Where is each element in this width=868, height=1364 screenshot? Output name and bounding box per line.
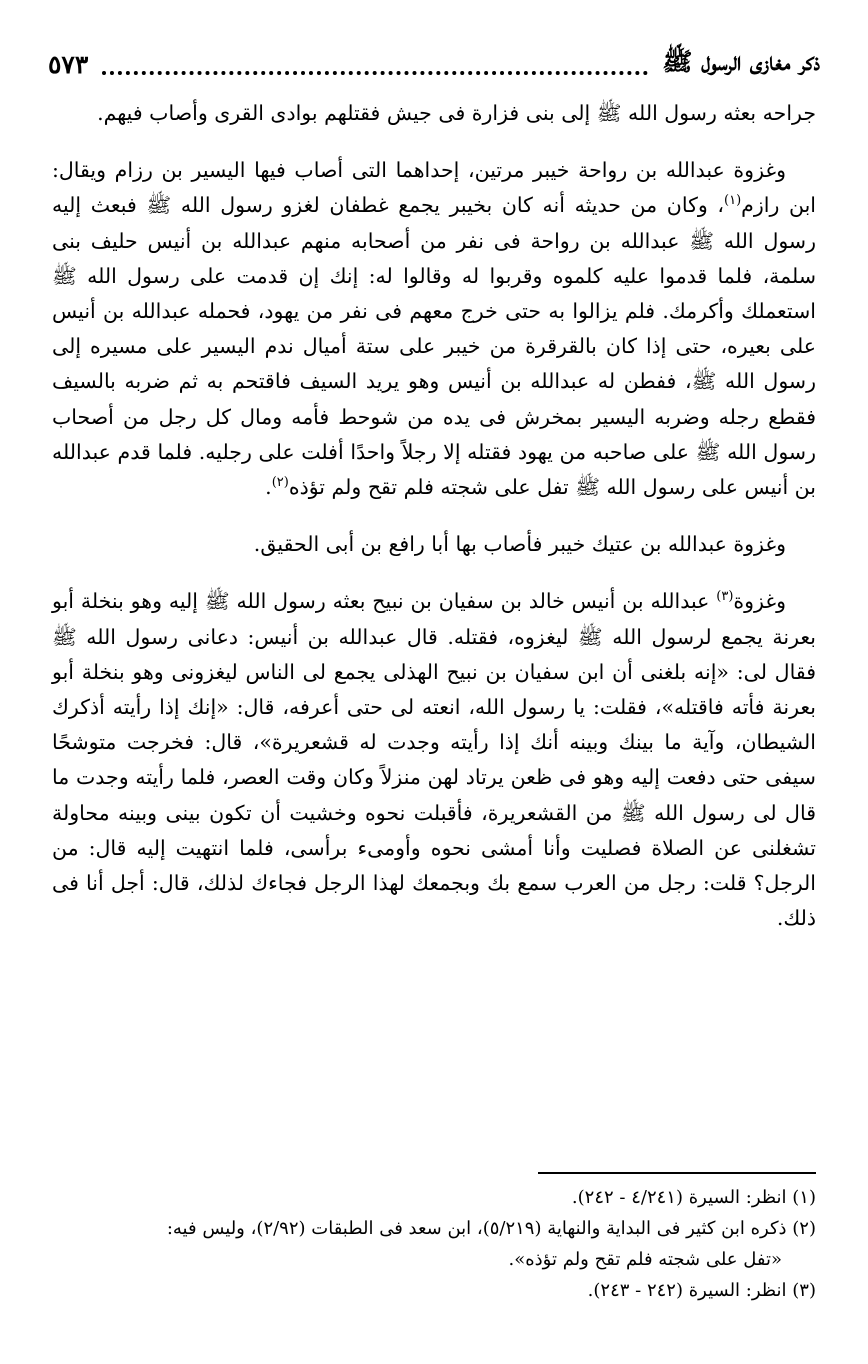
footnote-ref-3[interactable]: (٣): [716, 589, 734, 605]
footnote-ref-2[interactable]: (٢): [271, 475, 289, 491]
footnote-2-quote: «تفل على شجته فلم تقح ولم تؤذه».: [508, 1249, 782, 1270]
paragraph-ibn-unais: وغزوة$^{(٣)}$ عبدالله بن أنيس خالد بن سفيان بن نبيح بعثه رسول الله ﷺ إليه وهو بنخلة أبو بعرنة يجمع لرسول الله ﷺ ليغزوه، فقتله. قال عبدالله بن أنيس: دعانى رسول الله ﷺ فقال لى: «إنه بلغنى أن ابن سفيان بن نبيح الهذلى يجمع لى الناس ليغزونى وهو بنخلة أبو بعرنة فأته فاقتله»، فقلت: يا رسول الله، انعته لى حتى أعرفه، قال: «إنك إذا رأيته أذكرك الشيطان، وآية ما بينك وبينه أنك إذا رأيته وجدت له قشعريرة»، قال: فخرجت متوشحًا سيفى حتى دفعت إليه وهو فى ظعن يرتاد لهن منزلاً وكان وقت العصر، فلما رأيته وجدت ما قال لى رسول الله ﷺ من القشعريرة، فأقبلت نحوه وخشيت أن تكون بينى وبينه محاولة تشغلنى عن الصلاة فصليت وأنا أمشى نحوه وأومىء برأسى، فلما انتهيت إليه قال: من الرجل؟ قلت: رجل من العرب سمع بك وبجمعك لهذا الرجل فجاءك لذلك، قال: أجل أنا فى ذلك.: [52, 589, 816, 931]
footnote-3: (٣) انظر: السيرة (٢٤٢ - ٢٤٣).: [587, 1280, 816, 1301]
paragraph-ibn-rawaha: وغزوة عبدالله بن رواحة خيبر مرتين، إحداهما التى أصاب فيها اليسير بن رزام ويقال: ابن رازم$^{(١)}$، وكان من حديثه أنه كان بخيبر يجمع غطفان لغزو رسول الله ﷺ فبعث إليه رسول الله ﷺ عبدالله بن رواحة فى نفر من أصحابه منهم عبدالله بن أنيس حليف بنى سلمة، فلما قدموا عليه كلموه وقربوا له وقالوا له: إنك إن قدمت على رسول الله ﷺ استعملك وأكرمك. فلم يزالوا به حتى خرج معهم فى نفر من يهود، فحمله عبدالله بن أنيس على بعيره، حتى إذا كان بالقرقرة من خيبر على ستة أميال ندم اليسير على مسيره إلى رسول الله ﷺ، ففطن له عبدالله بن أنيس وهو يريد السيف فاقتحم به ثم ضربه بالسيف فقطع رجله وضربه اليسير بمخرش فى يده من شوحط فأمه ومال كل رجل من أصحاب رسول الله ﷺ على صاحبه من يهود فقتله إلا رجلاً واحدًا أفلت على رجليه. فلما قدم عبدالله بن أنيس على رسول الله ﷺ تفل على شجته فلم تقح ولم تؤذه$^{(٢)}$.: [52, 158, 816, 500]
running-title: ذكر مغازى الرسول ﷺ: [662, 46, 820, 76]
page-header: [48, 44, 820, 84]
footnote-1: (١) انظر: السيرة (٤/٢٤١ - ٢٤٢).: [571, 1187, 816, 1208]
footnote-ref-1[interactable]: (١): [724, 193, 742, 209]
leader-dots: [102, 65, 648, 75]
page-number: ٥٧٣: [48, 49, 89, 79]
body-text: [52, 96, 816, 936]
paragraph-ibn-atik: وغزوة عبدالله بن عتيك خيبر فأصاب بها أبا رافع بن أبى الحقيق.: [253, 532, 786, 557]
paragraph-intro: جراحه بعثه رسول الله ﷺ إلى بنى فزارة فى جيش فقتلهم بوادى القرى وأصاب فيهم.: [97, 101, 816, 125]
footnote-divider: [538, 1172, 816, 1174]
footnotes: [52, 1182, 816, 1306]
footnote-2: (٢) ذكره ابن كثير فى البداية والنهاية (٥/٢١٩)، ابن سعد فى الطبقات (٢/٩٢)، وليس فيه:: [166, 1218, 816, 1239]
